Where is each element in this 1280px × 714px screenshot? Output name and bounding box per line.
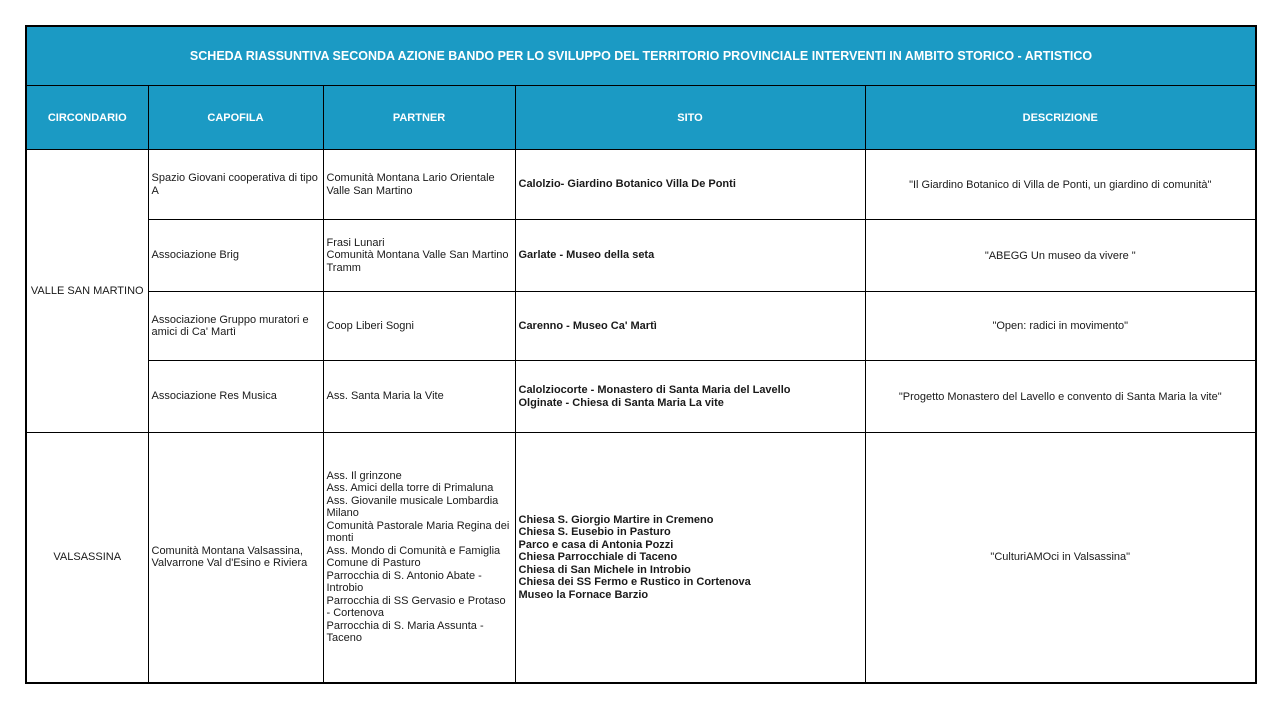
partner-cell [323, 220, 515, 292]
sito-item: Calolzio- Giardino Botanico Villa De Ponti [518, 178, 736, 191]
partner-item: Parrocchia di SS Gervasio e Protaso - Cortenova [326, 594, 506, 620]
descrizione-cell: "ABEGG Un museo da vivere " [865, 220, 1256, 292]
sito-cell [515, 292, 865, 361]
partner-item: Comunità Pastorale Maria Regina dei monti [326, 519, 510, 545]
table-row [26, 361, 1256, 433]
sito-item: Museo la Fornace Barzio [518, 588, 649, 601]
partner-cell [323, 361, 515, 433]
partner-item: Tramm [326, 261, 361, 274]
capofila-cell: Associazione Res Musica [148, 361, 323, 433]
partner-cell [323, 292, 515, 361]
table-title: SCHEDA RIASSUNTIVA SECONDA AZIONE BANDO PER LO SVILUPPO DEL TERRITORIO PROVINCIALE INTERVENTI IN AMBITO STORICO - ARTISTICO [26, 26, 1256, 86]
table-row [26, 220, 1256, 292]
partner-item: Ass. Il grinzone [326, 469, 402, 482]
summary-table [25, 25, 1257, 684]
descrizione-cell: "CulturiAMOci in Valsassina" [865, 433, 1256, 683]
table-row [26, 150, 1256, 220]
sito-item: Chiesa di San Michele in Introbio [518, 563, 691, 576]
sito-item: Olginate - Chiesa di Santa Maria La vite [518, 396, 724, 409]
descrizione-cell: "Open: radici in movimento" [865, 292, 1256, 361]
circondario-cell: VALSASSINA [26, 433, 148, 683]
sito-item: Calolziocorte - Monastero di Santa Maria del Lavello [518, 384, 791, 396]
sito-item: Chiesa S. Giorgio Martire in Cremeno [518, 513, 714, 526]
sito-cell [515, 220, 865, 292]
partner-cell [323, 150, 515, 220]
table-row [26, 433, 1256, 683]
partner-item: Comune di Pasturo [326, 557, 421, 570]
sito-item: Parco e casa di Antonia Pozzi [518, 538, 674, 551]
col-header-circondario: CIRCONDARIO [26, 86, 148, 150]
partner-item: Ass. Amici della torre di Primaluna [326, 482, 494, 495]
col-header-descrizione: DESCRIZIONE [865, 86, 1256, 150]
descrizione-cell: "Progetto Monastero del Lavello e convento di Santa Maria la vite" [865, 361, 1256, 433]
partner-item: Ass. Giovanile musicale Lombardia Milano [326, 494, 499, 520]
capofila-cell: Comunità Montana Valsassina, Valvarrone Val d'Esino e Riviera [148, 433, 323, 683]
partner-item: Frasi Lunari [326, 236, 385, 249]
sito-cell [515, 361, 865, 433]
partner-cell [323, 433, 515, 683]
partner-item: Ass. Santa Maria la Vite [326, 390, 444, 403]
sito-item: Garlate - Museo della seta [518, 249, 655, 262]
descrizione-cell: "Il Giardino Botanico di Villa de Ponti, un giardino di comunità" [865, 150, 1256, 220]
col-header-sito: SITO [515, 86, 865, 150]
sito-item: Chiesa dei SS Fermo e Rustico in Cortenova [518, 576, 751, 588]
partner-item: Comunità Montana Valle San Martino [326, 249, 509, 262]
circondario-cell: VALLE SAN MARTINO [26, 150, 148, 433]
partner-item: Coop Liberi Sogni [326, 319, 414, 332]
sito-cell [515, 150, 865, 220]
col-header-partner: PARTNER [323, 86, 515, 150]
sito-item: Chiesa Parrocchiale di Taceno [518, 551, 678, 563]
capofila-cell: Associazione Gruppo muratori e amici di Ca' Martì [148, 292, 323, 361]
sito-cell [515, 433, 865, 683]
sito-item: Carenno - Museo Ca' Martì [518, 319, 657, 332]
col-header-capofila: CAPOFILA [148, 86, 323, 150]
capofila-cell: Spazio Giovani cooperativa di tipo A [148, 150, 323, 220]
partner-item: Parrocchia di S. Maria Assunta - Taceno [326, 619, 484, 645]
header-row [26, 86, 1256, 150]
partner-item: Ass. Mondo di Comunità e Famiglia [326, 544, 501, 557]
table-row [26, 292, 1256, 361]
sito-item: Chiesa S. Eusebio in Pasturo [518, 526, 671, 538]
capofila-cell: Associazione Brig [148, 220, 323, 292]
partner-item: Parrocchia di S. Antonio Abate - Introbio [326, 569, 482, 595]
partner-item: Comunità Montana Lario Orientale Valle San Martino [326, 172, 495, 197]
